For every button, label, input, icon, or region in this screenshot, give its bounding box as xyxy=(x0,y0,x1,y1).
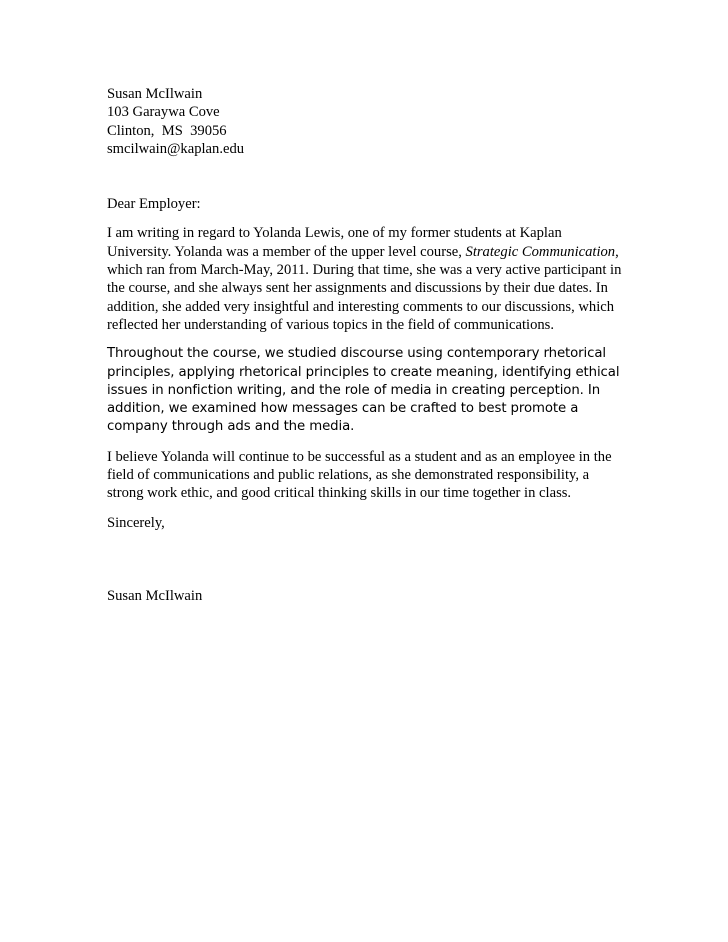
paragraph-2: Throughout the course, we studied discourse using contemporary rhetorical principles, applying rhetorical principles to create meaning, identifying ethical issues in nonfiction writing, and the role of media in creating perception. In addition, we examined how messages can be crafted to best promote a company through ads and the media. xyxy=(107,346,620,435)
sender-address-block xyxy=(107,85,627,158)
sender-email: smcilwain@kaplan.edu xyxy=(107,140,245,157)
sender-street: 103 Garaywa Cove xyxy=(107,104,220,121)
sender-name: Susan McIlwain xyxy=(107,86,203,102)
course-title: Strategic Communication xyxy=(465,243,616,260)
paragraph-1-before-title: I am writing in regard to Yolanda Lewis, one of my former students at Kaplan University. Yolanda was a member of the upper level course, xyxy=(107,225,562,260)
signature-name: Susan McIlwain xyxy=(107,587,203,604)
salutation: Dear Employer: xyxy=(107,196,201,213)
paragraph-1-after-title: , which ran from March-May, 2011. During that time, she was a very active participant in the course, and she always sent her assignments and discussions by their due dates. In addition, she added very insightful and interesting comments to our discussions, which reflected her understanding of various topics in the field of communications. xyxy=(107,243,622,333)
letter-body xyxy=(107,85,627,605)
closing: Sincerely, xyxy=(107,514,165,531)
paragraph-1 xyxy=(107,224,627,334)
sender-city-line: Clinton, MS 39056 xyxy=(107,122,227,139)
paragraph-3: I believe Yolanda will continue to be successful as a student and as an employee in the field of communications and public relations, as she demonstrated responsibility, a strong work ethic, and good critical thinking skills in our time together in class. xyxy=(107,448,612,502)
